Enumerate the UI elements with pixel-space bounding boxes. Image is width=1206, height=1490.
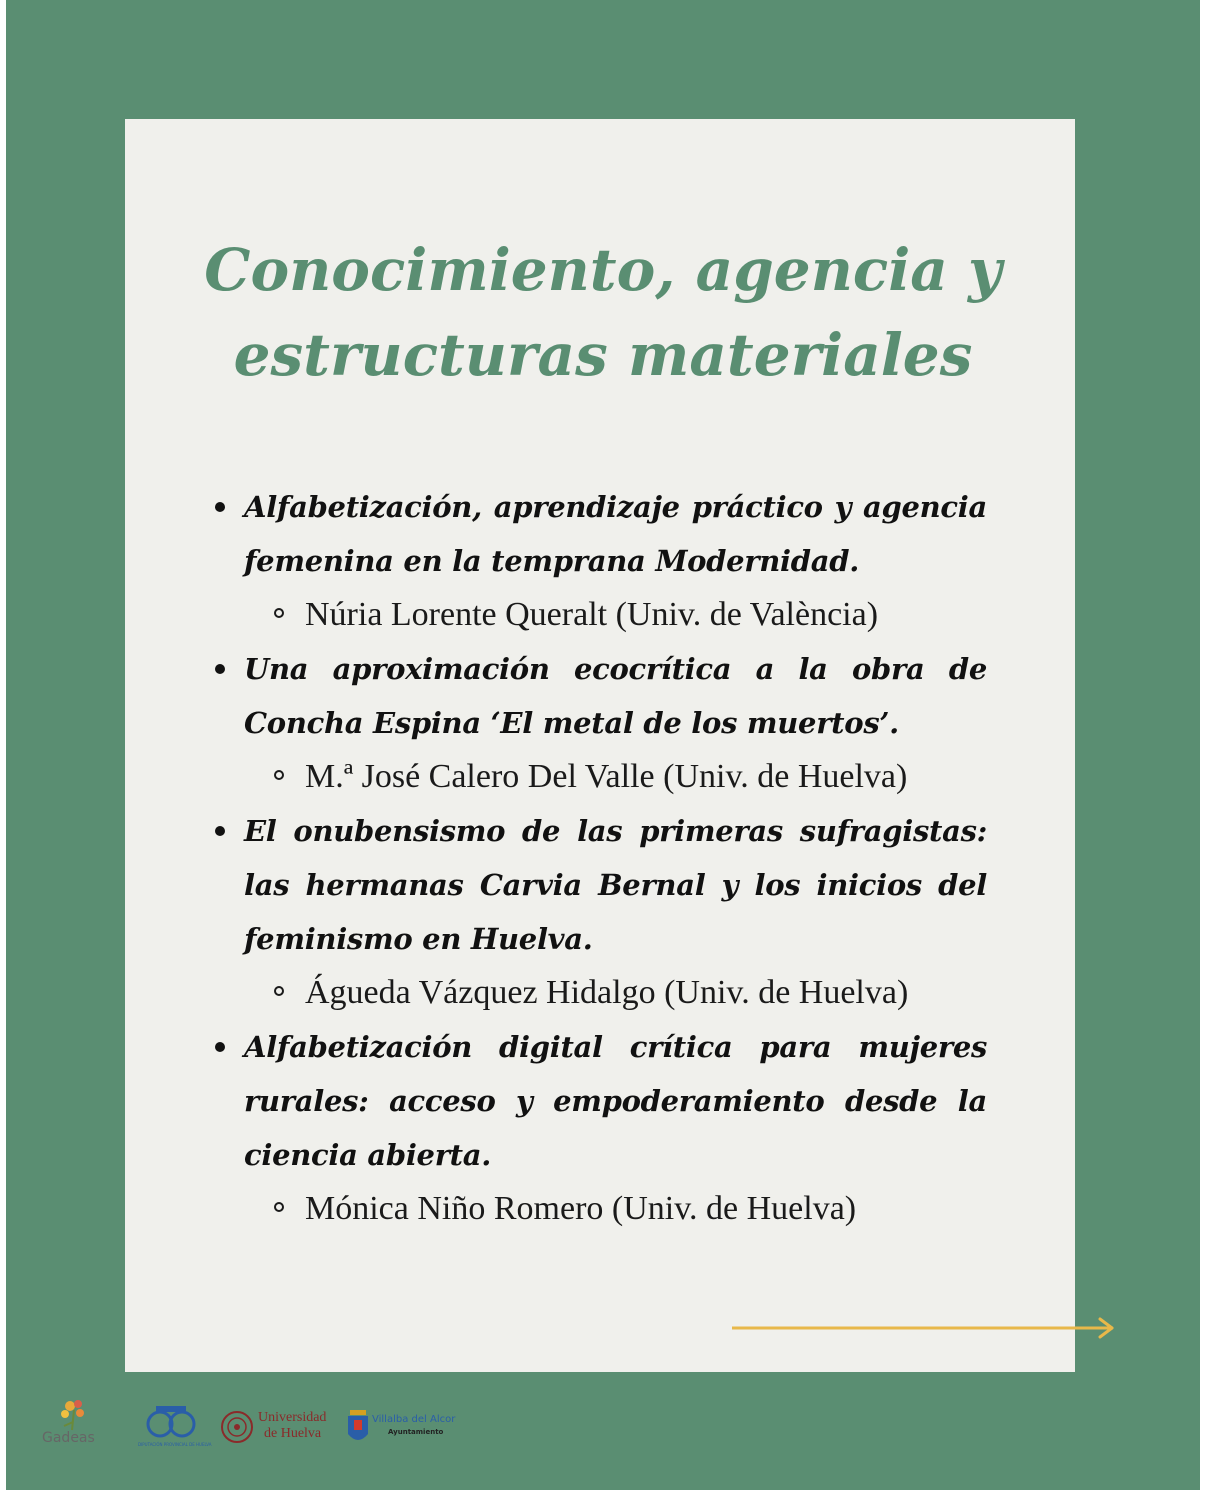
diputacion-logo: [138, 1402, 212, 1460]
villalba-label-2: Ayuntamiento: [388, 1428, 444, 1436]
bullet-icon: [215, 826, 225, 836]
talk-item: [244, 804, 987, 1020]
speaker-name: M.ª José Calero Del Valle (Univ. de Huelva): [305, 758, 908, 795]
talk-speaker: [305, 1182, 987, 1236]
talk-item: [244, 1020, 987, 1236]
circle-bullet-icon: [274, 770, 284, 780]
circle-bullet-icon: [274, 608, 284, 618]
universidad-seal-icon: [220, 1410, 254, 1444]
bullet-icon: [215, 502, 225, 512]
diputacion-emblem-icon: [138, 1402, 204, 1442]
talk-title: Alfabetización digital crítica para mujeres rurales: acceso y empoderamiento desde la ciencia abierta.: [244, 1030, 987, 1172]
villalba-shield-icon: [346, 1408, 370, 1448]
speaker-name: Mónica Niño Romero (Univ. de Huelva): [305, 1190, 857, 1227]
sponsor-logos: [40, 1396, 470, 1466]
talk-title: El onubensismo de las primeras sufragistas: las hermanas Carvia Bernal y los inicios del feminismo en Huelva.: [244, 814, 987, 956]
arrow-right-icon[interactable]: [732, 1316, 1116, 1340]
speaker-name: Núria Lorente Queralt (Univ. de València): [305, 596, 879, 633]
villalba-label-1: Villalba del Alcor: [372, 1414, 456, 1425]
talk-speaker: [305, 750, 987, 804]
title-line-2: estructuras materiales: [233, 321, 973, 389]
gadeas-flower-icon: [40, 1396, 112, 1432]
talk-title: Una aproximación ecocrítica a la obra de Concha Espina ‘El metal de los muertos’.: [244, 652, 987, 740]
circle-bullet-icon: [274, 1202, 284, 1212]
talk-item: [244, 642, 987, 804]
bullet-icon: [215, 664, 225, 674]
talk-item: [244, 480, 987, 642]
talk-speaker: [305, 966, 987, 1020]
circle-bullet-icon: [274, 986, 284, 996]
bullet-icon: [215, 1042, 225, 1052]
diputacion-label: DIPUTACIÓN PROVINCIAL DE HUELVA: [138, 1442, 212, 1447]
speaker-name: Águeda Vázquez Hidalgo (Univ. de Huelva): [305, 974, 909, 1011]
universidad-label-2: de Huelva: [264, 1426, 322, 1441]
talk-title: Alfabetización, aprendizaje práctico y agencia femenina en la temprana Modernidad.: [244, 490, 987, 578]
gadeas-logo: [40, 1396, 112, 1458]
page-title: [0, 228, 1206, 398]
universidad-label-1: Universidad: [258, 1410, 327, 1425]
universidad-logo: [220, 1410, 332, 1450]
villalba-logo: [346, 1408, 470, 1450]
talk-list: [244, 480, 987, 1236]
title-line-1: Conocimiento, agencia y: [204, 236, 1002, 304]
gadeas-label: Gadeas: [42, 1430, 95, 1446]
talk-speaker: [305, 588, 987, 642]
